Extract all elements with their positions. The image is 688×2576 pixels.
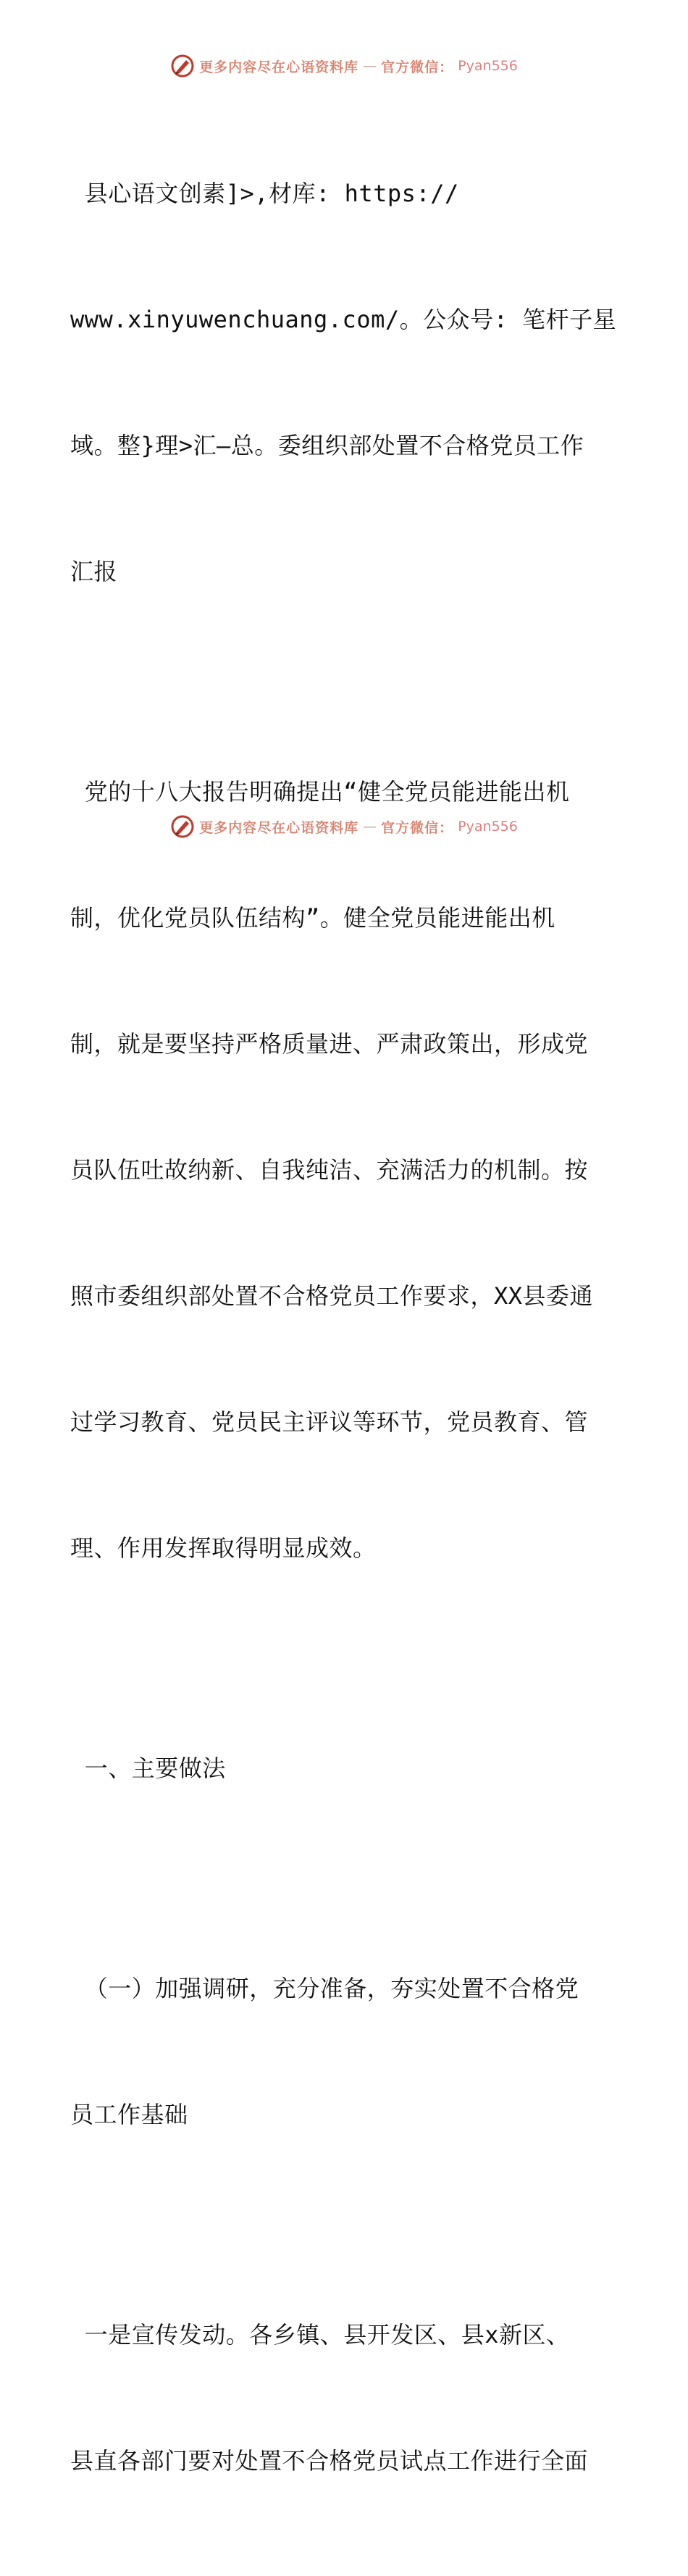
text-line: 域。整}理>汇—总。委组织部处置不合格党员工作: [70, 432, 584, 459]
section-heading: [70, 1663, 621, 1873]
watermark-brand: Pyan556: [458, 58, 518, 74]
watermark-dash: —: [363, 58, 377, 74]
text-line: 汇报: [70, 558, 118, 585]
text-line: 过学习教育、党员民主评议等环节，党员教育、管: [70, 1408, 589, 1436]
text-line: （一）加强调研，充分准备，夯实处置不合格党: [70, 1975, 579, 2002]
text-line: 员队伍吐故纳新、自我纯洁、充满活力的机制。按: [70, 1156, 589, 1184]
watermark-dash: —: [363, 819, 377, 835]
header-watermark: [0, 54, 688, 78]
text-line: www.xinyuwenchuang.com/。公众号: 笔杆子星: [70, 306, 617, 333]
text-line: 制，就是要坚持严格质量进、严肃政策出，形成党: [70, 1030, 589, 1058]
text-line: 县直各部门要对处置不合格党员试点工作进行全面: [70, 2447, 589, 2475]
footer-watermark: [0, 814, 688, 839]
watermark-suffix: 官方微信：: [381, 819, 454, 836]
watermark-text: 更多内容尽在心语资料库: [199, 59, 359, 75]
text-line: 党的十八大报告明确提出“健全党员能进能出机: [70, 778, 570, 806]
watermark-suffix: 官方微信：: [381, 59, 454, 75]
text-line: 县心语文创素]>,材库: https://: [70, 180, 459, 207]
text-line: 制，优化党员队伍结构”。健全党员能进能出机: [70, 904, 555, 932]
body-paragraph-2: [70, 2230, 621, 2566]
heading-text: 一、主要做法: [70, 1755, 226, 1782]
watermark-text: 更多内容尽在心语资料库: [199, 819, 359, 836]
subsection-heading: [70, 1883, 621, 2220]
text-line: 照市委组织部处置不合格党员工作要求，XX县委通: [70, 1282, 594, 1310]
pen-logo-icon: [170, 814, 195, 839]
intro-paragraph: [70, 88, 621, 677]
text-line: 员工作基础: [70, 2101, 188, 2128]
document-body: [70, 88, 621, 2576]
text-line: 理、作用发挥取得明显成效。: [70, 1534, 377, 1562]
pen-logo-icon: [170, 54, 195, 78]
watermark-brand: Pyan556: [458, 819, 518, 835]
text-line: 一是宣传发动。各乡镇、县开发区、县x新区、: [70, 2321, 570, 2349]
